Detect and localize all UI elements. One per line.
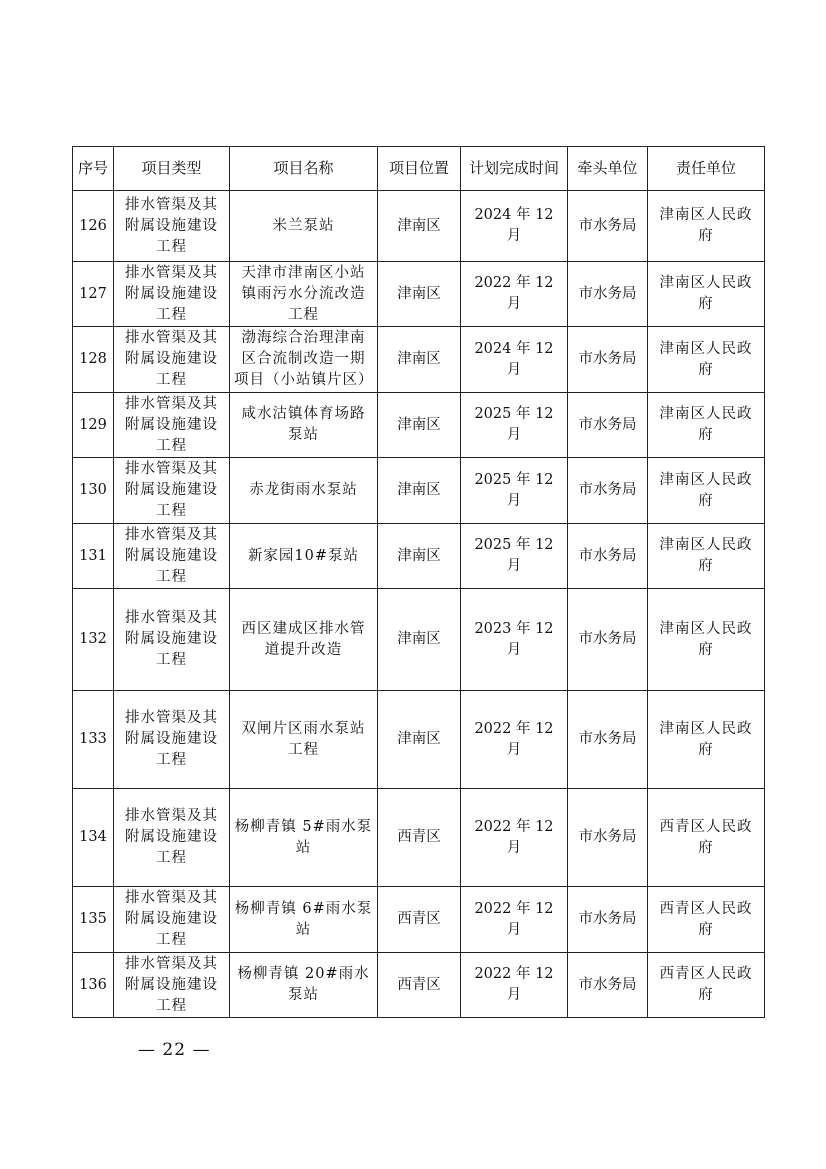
cell-time: 2022 年 12 月	[461, 691, 568, 789]
cell-time: 2022 年 12 月	[461, 789, 568, 887]
cell-resp: 津南区人民政府	[648, 327, 765, 393]
cell-no: 127	[73, 262, 114, 327]
table-header-row	[73, 147, 765, 191]
header-name: 项目名称	[230, 147, 378, 191]
cell-no: 134	[73, 789, 114, 887]
cell-resp: 津南区人民政府	[648, 262, 765, 327]
table-row	[73, 953, 765, 1018]
cell-resp: 津南区人民政府	[648, 458, 765, 524]
cell-no: 126	[73, 191, 114, 262]
cell-location: 津南区	[378, 691, 461, 789]
cell-lead: 市水务局	[568, 327, 648, 393]
cell-location: 津南区	[378, 191, 461, 262]
cell-type: 排水管渠及其附属设施建设工程	[114, 589, 230, 691]
cell-name: 新家园10#泵站	[230, 524, 378, 589]
cell-lead: 市水务局	[568, 789, 648, 887]
cell-type: 排水管渠及其附属设施建设工程	[114, 691, 230, 789]
cell-location: 西青区	[378, 789, 461, 887]
cell-type: 排水管渠及其附属设施建设工程	[114, 262, 230, 327]
header-no: 序号	[73, 147, 114, 191]
cell-time: 2022 年 12 月	[461, 262, 568, 327]
table-row	[73, 789, 765, 887]
cell-location: 津南区	[378, 327, 461, 393]
page-number: — 22 —	[138, 1040, 211, 1060]
cell-time: 2022 年 12 月	[461, 887, 568, 953]
header-lead: 牵头单位	[568, 147, 648, 191]
table-row	[73, 691, 765, 789]
cell-name: 杨柳青镇 5#雨水泵站	[230, 789, 378, 887]
cell-location: 津南区	[378, 393, 461, 458]
table-body	[73, 191, 765, 1018]
cell-time: 2024 年 12 月	[461, 327, 568, 393]
cell-lead: 市水务局	[568, 887, 648, 953]
cell-name: 西区建成区排水管道提升改造	[230, 589, 378, 691]
table-row	[73, 327, 765, 393]
table-row	[73, 524, 765, 589]
cell-type: 排水管渠及其附属设施建设工程	[114, 327, 230, 393]
cell-resp: 津南区人民政府	[648, 691, 765, 789]
header-resp: 责任单位	[648, 147, 765, 191]
cell-name: 天津市津南区小站镇雨污水分流改造工程	[230, 262, 378, 327]
table-row	[73, 458, 765, 524]
cell-name: 咸水沽镇体育场路泵站	[230, 393, 378, 458]
cell-name: 渤海综合治理津南区合流制改造一期项目（小站镇片区）	[230, 327, 378, 393]
cell-no: 135	[73, 887, 114, 953]
cell-no: 130	[73, 458, 114, 524]
table-row	[73, 262, 765, 327]
table-row	[73, 191, 765, 262]
cell-name: 双闸片区雨水泵站工程	[230, 691, 378, 789]
cell-time: 2023 年 12 月	[461, 589, 568, 691]
cell-time: 2025 年 12 月	[461, 524, 568, 589]
header-time: 计划完成时间	[461, 147, 568, 191]
table-row	[73, 887, 765, 953]
cell-no: 133	[73, 691, 114, 789]
cell-no: 136	[73, 953, 114, 1018]
cell-no: 132	[73, 589, 114, 691]
cell-time: 2025 年 12 月	[461, 393, 568, 458]
cell-lead: 市水务局	[568, 393, 648, 458]
cell-resp: 西青区人民政府	[648, 953, 765, 1018]
cell-type: 排水管渠及其附属设施建设工程	[114, 953, 230, 1018]
cell-type: 排水管渠及其附属设施建设工程	[114, 524, 230, 589]
header-type: 项目类型	[114, 147, 230, 191]
cell-resp: 津南区人民政府	[648, 589, 765, 691]
cell-resp: 西青区人民政府	[648, 789, 765, 887]
cell-lead: 市水务局	[568, 262, 648, 327]
cell-type: 排水管渠及其附属设施建设工程	[114, 458, 230, 524]
cell-no: 129	[73, 393, 114, 458]
cell-location: 津南区	[378, 589, 461, 691]
cell-time: 2022 年 12 月	[461, 953, 568, 1018]
cell-location: 津南区	[378, 524, 461, 589]
cell-type: 排水管渠及其附属设施建设工程	[114, 191, 230, 262]
cell-type: 排水管渠及其附属设施建设工程	[114, 789, 230, 887]
cell-type: 排水管渠及其附属设施建设工程	[114, 887, 230, 953]
cell-location: 西青区	[378, 887, 461, 953]
cell-lead: 市水务局	[568, 191, 648, 262]
cell-time: 2025 年 12 月	[461, 458, 568, 524]
cell-location: 津南区	[378, 458, 461, 524]
cell-lead: 市水务局	[568, 524, 648, 589]
header-location: 项目位置	[378, 147, 461, 191]
cell-lead: 市水务局	[568, 458, 648, 524]
cell-location: 津南区	[378, 262, 461, 327]
cell-resp: 津南区人民政府	[648, 393, 765, 458]
cell-type: 排水管渠及其附属设施建设工程	[114, 393, 230, 458]
cell-name: 杨柳青镇 6#雨水泵站	[230, 887, 378, 953]
cell-resp: 津南区人民政府	[648, 524, 765, 589]
project-table	[72, 146, 765, 1018]
cell-resp: 西青区人民政府	[648, 887, 765, 953]
table-row	[73, 589, 765, 691]
cell-lead: 市水务局	[568, 589, 648, 691]
cell-lead: 市水务局	[568, 691, 648, 789]
cell-name: 米兰泵站	[230, 191, 378, 262]
cell-name: 赤龙街雨水泵站	[230, 458, 378, 524]
cell-name: 杨柳青镇 20#雨水泵站	[230, 953, 378, 1018]
cell-resp: 津南区人民政府	[648, 191, 765, 262]
table-row	[73, 393, 765, 458]
cell-no: 131	[73, 524, 114, 589]
cell-no: 128	[73, 327, 114, 393]
cell-lead: 市水务局	[568, 953, 648, 1018]
cell-location: 西青区	[378, 953, 461, 1018]
cell-time: 2024 年 12 月	[461, 191, 568, 262]
